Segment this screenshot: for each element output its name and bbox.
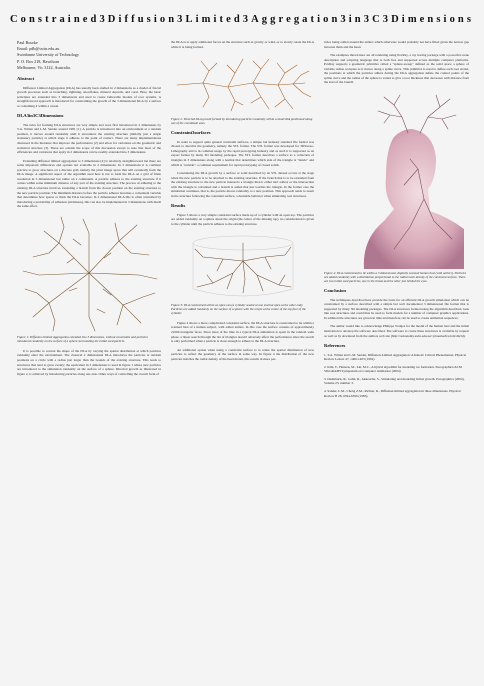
column-2-tail-paragraph-1: Figure 4 shows a more complicated constraint surface, the DLA structure is constrained to lie within a scanned bust of a human subject, with added antlers. In this case the surface consists of approximately 21000 triangular faces. Since most of the time in a typical DLA simulation is spent in the random walk phase, a linear search through the list of triangles doesn't adversely affect the performance since the search is only performed when a particle is close enough to adhere to the DLA structure. [171, 320, 314, 344]
reference-item: 1. T.A. Witten and L.M. Sander, Diffusion-Limited Aggregation: A Kinetic Critical Phenomenon, Physical Review Letters 47, 1400-1403 (1981). [324, 352, 467, 362]
figure-3-caption: Figure 3: DLA constrained within an open can (a cylinder sealed at one end but open at the other end). Particles are added randomly on the surface of a sphere with the origin at the centre of the top face of the cylinder. [171, 302, 306, 315]
column-right [324, 40, 469, 401]
conclusion-heading: Conclusion [324, 288, 346, 294]
figure-4-caption: Figure 4: DLA constrained to lie within a 3 dimensional, digitally scanned human bust (with antlers). Particles are added randomly with a distribution proportional to the radial mesh density of the constraint surface. There are two initial seed particles, one in the throat and the other just behind the eyes. [324, 270, 467, 284]
column-3-head-paragraph-2: The examples shown here are all rendering using PovRay, a ray tracing package with a powerful scene description and scripting language that is both free and supported across multiple computer platforms. PovRay supports a geometric primitive called a "sphere-sweep" defined as the solid space a sphere of variable radius occupies as it moves along a spline curve. This primitive is used to define each root strand, the positions at which the particles adhere during the DLA aggregation define the control points of the spline curve and the radius of the sphere is varied to give a root thickness that decreases with distance from the start of the branch. [324, 53, 469, 85]
dla-paragraph-1: The rules for forming DLA structures are very simple and were first introduced in 2 dimensions by T.A. Witten and L.M. Sander around 1981 [1]. A particle is introduced into an environment at a random position, it moves around randomly until it encounters the existing structure (initially just a single stationary particle) at which stage it adheres to the point of contact. There are many implementations discussed in the literature that improve the performance [2] and allow for variations on the geometric and statistical structure [3]. These are outside the scope of this discussion except to note that most of the efficiencies and variations that apply in 2 dimensions can be readily extended into 3 dimensions. [17, 122, 161, 155]
figure-1-caption: Figure 1: Diffusion Limited Aggregation extended into 3 dimensions, without constraints and particles introduced randomly on the surface of a sphere surrounding the initial seed particle. [17, 334, 148, 343]
figure-2-image [173, 53, 313, 115]
constraint-section-heading: Constraint3surfaces [171, 130, 211, 136]
figure-3-image [173, 231, 313, 301]
dla-section-heading: DLA3in3C3Dimensions [17, 113, 64, 119]
author-block [17, 40, 161, 71]
author-affiliation: Swinburne University of Technology [17, 52, 80, 58]
constraint-paragraph-2: Constraining the DLA growth by a surface or solid described by an STL dataset occurs at the stage when the new particle is to be attached to the existing structure. If the branch that is to be extended from the existing structure to the new particle intersects a triangle then it either isn't added, or the intersection with the triangle is calculated and a branch is added that just touches the triangle. In the former case the simulation continues, that is, the particle moves randomly to a new position. This approach tends to result in the structure following the constraint surface, a desirable behavior when simulating root structures. [171, 171, 314, 198]
figure-4-image [324, 89, 469, 269]
column-3-head-paragraph-1: ticles being added around the antlers which otherwise would probably not have filled given the narrow gap between them and the head. [324, 40, 469, 49]
column-1-tail-paragraph: It is possible to control the shape of the DLA by varying the spatial distribution at which particles randomly enter the environment. The classical 2 dimensional DLA introduces the particles at random positions on a circle with a radius just larger than the bounds of the existing structure. This leads to structures that tend to grow evenly; the equivalent in 3 dimensions is used in figure 1 where new particles are introduced to the simulation randomly on the surface of a sphere. Directed growth as illustrated in figure 2, is achieved by introducing particles along one axis. Other ways of controlling the overall form of [17, 348, 161, 376]
dla-paragraph-2: Extending diffusion limited aggregation to 3 dimensions [4] is relatively straightforward but there are some important differences and options not available in 2 dimensions. In 2 dimensions it is common practice to grow structures on a discrete grid, namely the pixel image space that will eventually form the DLA image. A significant aspect of the algorithm used here is not to form the DLA on a grid of finite resolution in 3 dimensional but rather on a continuum. A particle adheres to the existing structure if it comes within some minimum distance of any part of the existing structure. The process of adhering to the existing DLA structure involves extending a branch from the closest position on the existing structure to the new particle position. The minimum distance before the particle adheres becomes a convenient variable that determines how sparse or thick the DLA becomes. In 2 dimensional DLA this is often controlled by introducing a probability of adhesion (stickiness), this can also be implemented in 3 dimensions with much the same effect. [17, 158, 161, 209]
column-middle [171, 40, 314, 365]
figure-2-caption: Figure 2: Directed DLA growth formed by introducing particles randomly within a small disk positioned along one of the coordinate axes. [171, 117, 313, 126]
reference-item: 3. Deshmuck, R., Gahn, R., Akkouche, S., Simulating and modeling lichen growth. Eurographics (2004), Volume 23, number 3. [324, 376, 465, 386]
column-2-head-paragraph: the DLA is to apply additional forces on the structure such as gravity or wind, or to slowly rotate the DLA while it is being formed. [171, 40, 314, 49]
author-address-1: P. O. Box 218, Hawthorn [17, 58, 60, 64]
poster-title: Constrained3Diffusion3Limited3Aggregation3in3C3Dimensions [9, 14, 475, 25]
column-left [17, 40, 161, 380]
results-paragraph-1: Figure 3 shows a very simple constraint surface made up of a cylinder with an open top. The particles are added randomly on a sphere about the origin (the center of the missing top), no consideration is given to the cylinder until the particle adheres to the existing structure. [171, 212, 314, 227]
abstract-text: Diffusion Limited Aggregation (DLA) has usually been studied in 2 dimensions as a model of fractal growth processes such as branching, lightning, snowflakes, mineral deposits, and coral. Here, the basic principles are extended into 3 dimensions and used to create believable models of root systems. A straightforward approach is introduced for constraining the growth of the 3 dimensional DLA by a surface or containing it within a vessel. [17, 85, 161, 108]
conclusion-paragraph-2: The author would like to acknowledge Philippe Vranjes for the model of the human bust and the initial motivation to develop the software described. The software to create these structures is available by request as well as by download from the authors web site (http://astronomy.swin.edu.au/~pbourke/fractals/dla3d). [324, 324, 469, 338]
author-email: Email: pdb@swin.edu.au [17, 46, 60, 52]
conclusion-paragraph-1: The techniques described here provide the basis for an efficient DLA growth simulation which can be constrained by a surface described with a simple but well documented 3 dimensional file format that is supported by many 3D modeling packages. The DLA structures formed using the algorithm described, look like root structures and could thus be used to form models for a number of computer graphics applications. In addition the structures are grown in time and therefore can be used to create animation sequences. [324, 297, 469, 320]
author-name: Paul Bourke [17, 40, 38, 45]
abstract-heading: Abstract [17, 76, 35, 82]
reference-item: 2. Kim, T., Henson, M., Lin, M.C., A hybrid algorithm for modeling ice formation. Eurographics/ACM SIGGRAPH Symposium on Computer Animation (2004) [324, 364, 462, 374]
results-heading: Results [171, 203, 186, 209]
column-2-tail-paragraph-2: An additional option when using a constraint surface is to relate the spatial distribution of new particles to reflect the geometry of the surface in some way. In figure 4 the distribution of the new particles matches the radial density of the head model, this results in more par- [171, 347, 314, 361]
reference-item: 4. Sander, L.M., Cheng Z.M., Richter, R., Diffusion-limited aggregation in three dimensions. Physical Review B 28, 6394-6396 (1983). [324, 388, 461, 398]
constraint-paragraph-1: In order to support quite general constraint surfaces, a simple but industry standard file format was chosen to describe the geometry, namely the STL format. The STL format was developed for 3DStereo-Lithography and is in common usage by the rapid prototyping industry and as such it is supported as an export format by many 3D modeling packages. The STL format describes a surface as a collection of triangles in 3 dimensions along with a normal that determines which side of the triangle is "inside" and which is "outside", a common requirement for rapid prototyping of closed solids. [171, 139, 314, 167]
figure-1-image [19, 213, 159, 333]
references-heading: References [324, 343, 346, 349]
author-address-2: Melbourne, Vic 3122, Australia. [17, 64, 71, 70]
